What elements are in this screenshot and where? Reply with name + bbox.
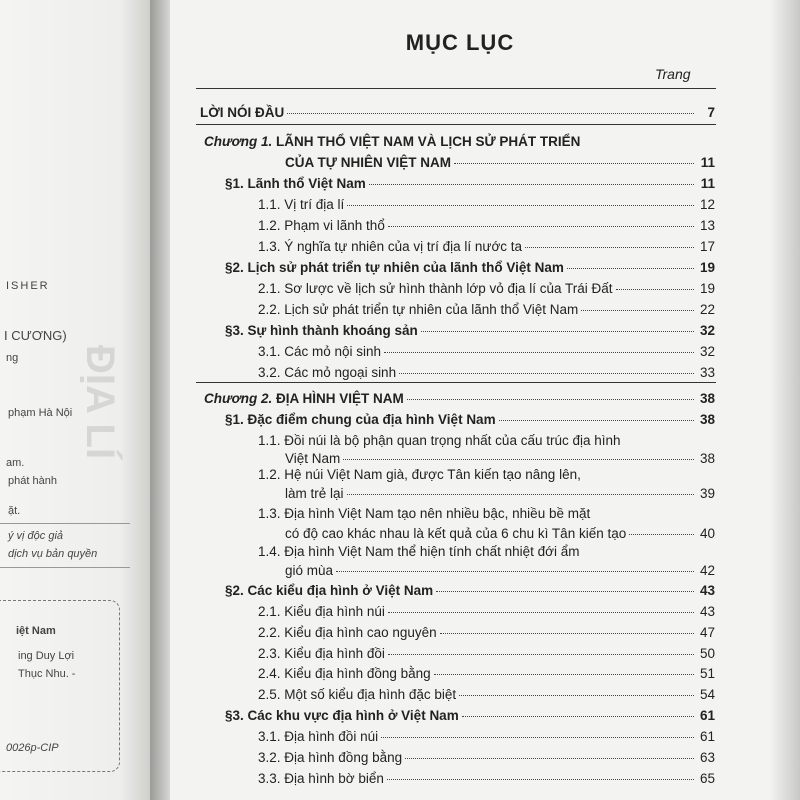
item-title: 2.4. Kiểu địa hình đồng bằng [258, 666, 431, 681]
toc-item [258, 217, 715, 234]
toc-entry-page: 7 [707, 105, 715, 120]
toc-entry-page: 42 [699, 563, 715, 578]
toc-entry-page: 54 [699, 687, 715, 702]
toc-entry-page: 11 [700, 155, 715, 170]
item-title-line2: có độ cao khác nhau là kết quả của 6 chu kì Tân kiến tạo [285, 526, 627, 541]
dot-leader [421, 331, 694, 332]
item-title: 3.1. Các mỏ nội sinh [258, 344, 382, 359]
item-title-line2: làm trẻ lại [285, 486, 344, 501]
chapter-label: Chương 2. [204, 391, 273, 406]
dot-leader [343, 459, 694, 460]
left-fragment: ng [6, 352, 19, 364]
item-title-line1: 1.2. Hệ núi Việt Nam già, được Tân kiến tạo nâng lên, [258, 467, 581, 482]
toc-title: MỤC LỤC [405, 30, 515, 55]
dot-leader [440, 633, 694, 634]
item-title-line2: Việt Nam [285, 451, 341, 466]
book-gutter [150, 0, 170, 800]
toc-item [285, 562, 715, 579]
toc-entry-page: 43 [699, 604, 715, 619]
dot-leader [436, 591, 694, 592]
left-fragment: phạm Hà Nội [8, 407, 73, 419]
item-title-line1: 1.1. Đồi núi là bộ phận quan trọng nhất của cấu trúc địa hình [258, 433, 621, 448]
dot-leader [567, 268, 694, 269]
toc-entry-page: 61 [699, 729, 715, 744]
left-page [0, 0, 150, 800]
left-fragment: I CƯƠNG) [4, 328, 67, 343]
item-title-line1: 1.4. Địa hình Việt Nam thể hiện tính chất nhiệt đới ẩm [258, 544, 580, 559]
chapter-label: Chương 1. [204, 134, 273, 149]
toc-entry-page: 13 [699, 218, 715, 233]
toc-entry-page: 38 [699, 412, 715, 427]
chapter-heading [204, 390, 715, 407]
toc-entry-page: 32 [699, 344, 715, 359]
toc-item [258, 624, 715, 641]
item-title: 2.2. Lịch sử phát triển tự nhiên của lãnh thổ Việt Nam [258, 302, 579, 317]
chapter-heading [204, 133, 580, 150]
header-rule [196, 88, 716, 89]
left-fragment: dịch vụ bản quyền [8, 548, 98, 560]
page-edge-shadow [770, 0, 800, 800]
toc-entry-page: 32 [699, 323, 715, 338]
dot-leader [629, 534, 694, 535]
toc-item [258, 238, 715, 255]
toc-entry-page: 22 [699, 302, 715, 317]
item-title: 2.1. Kiểu địa hình núi [258, 604, 385, 619]
chapter-title-line2: CỦA TỰ NHIÊN VIỆT NAM [285, 155, 451, 170]
item-title: 2.2. Kiểu địa hình cao nguyên [258, 625, 437, 640]
dot-leader [387, 779, 694, 780]
item-title: 2.5. Một số kiểu địa hình đặc biệt [258, 687, 457, 702]
toc-item [285, 450, 715, 467]
dot-leader [287, 113, 694, 114]
toc-entry-page: 63 [699, 750, 715, 765]
left-fragment: ặt. [8, 505, 21, 517]
toc-item [258, 665, 715, 682]
toc-entry-page: 38 [699, 451, 715, 466]
toc-entry-page: 61 [699, 708, 715, 723]
dot-leader [388, 654, 694, 655]
section-rule [196, 124, 716, 125]
toc-entry-page: 50 [699, 646, 715, 661]
item-title: 1.3. Ý nghĩa tự nhiên của vị trí địa lí nước ta [258, 239, 523, 254]
toc-item [258, 728, 715, 745]
dot-leader [434, 674, 694, 675]
dot-leader [388, 612, 694, 613]
toc-entry-page: 12 [699, 197, 715, 212]
toc-item [258, 770, 715, 787]
toc-entry-page: 43 [699, 583, 715, 598]
toc-item [258, 280, 715, 297]
toc-entry-page: 38 [699, 391, 715, 406]
section-title: §2. Các kiểu địa hình ở Việt Nam [225, 583, 434, 598]
section-rule [196, 382, 716, 383]
toc-section [225, 175, 715, 192]
left-fragment: iệt Nam [16, 625, 56, 637]
left-fragment: ý vị độc giả [8, 530, 64, 542]
dot-leader [405, 758, 694, 759]
dot-leader [525, 247, 694, 248]
dot-leader [462, 716, 694, 717]
left-fragment: 0026p-CIP [6, 742, 59, 754]
item-title: 2.1. Sơ lược về lịch sử hình thành lớp vỏ địa lí của Trái Đất [258, 281, 613, 296]
toc-section [225, 411, 715, 428]
chapter-title-line1: ĐỊA HÌNH VIỆT NAM [275, 391, 404, 406]
dot-leader [616, 289, 694, 290]
item-title: 1.1. Vị trí địa lí [258, 197, 345, 212]
divider-line [0, 523, 130, 524]
toc-item [258, 301, 715, 318]
dot-leader [381, 737, 694, 738]
dot-leader [581, 310, 694, 311]
toc-item [285, 525, 715, 542]
left-fragment: ing Duy Lợi [18, 650, 75, 662]
toc-item [258, 686, 715, 703]
toc-item [258, 749, 715, 766]
section-title: §1. Lãnh thổ Việt Nam [225, 176, 366, 191]
section-title: §3. Các khu vực địa hình ở Việt Nam [225, 708, 459, 723]
toc-section [225, 707, 715, 724]
left-fragment: phát hành [8, 475, 57, 487]
toc-entry-page: 39 [699, 486, 715, 501]
dot-leader [347, 205, 694, 206]
item-title: 3.1. Địa hình đồi núi [258, 729, 379, 744]
item-title: 3.2. Các mỏ ngoại sinh [258, 365, 397, 380]
toc-entry-page: 51 [699, 666, 715, 681]
dot-leader [399, 373, 694, 374]
item-title: 3.2. Địa hình đồng bằng [258, 750, 403, 765]
section-title: §3. Sự hình thành khoáng sản [225, 323, 418, 338]
toc-entry-page: 17 [699, 239, 715, 254]
toc-entry-page: 47 [699, 625, 715, 640]
toc-entry-page: 19 [699, 281, 715, 296]
chapter-heading-line2 [285, 154, 715, 171]
left-fragment: Thục Nhu. - [18, 668, 76, 680]
toc-entry-title: LỜI NÓI ĐẦU [200, 105, 285, 120]
toc-entry-preface [200, 104, 715, 121]
dot-leader [499, 420, 694, 421]
section-title: §1. Đặc điểm chung của địa hình Việt Nam [225, 412, 496, 427]
toc-section [225, 322, 715, 339]
toc-entry-page: 33 [699, 365, 715, 380]
section-title: §2. Lịch sử phát triển tự nhiên của lãnh thổ Việt Nam [225, 260, 564, 275]
dot-leader [459, 695, 694, 696]
toc-section [225, 582, 715, 599]
toc-entry-page: 19 [699, 260, 715, 275]
divider-line [0, 567, 130, 568]
toc-section [225, 259, 715, 276]
item-title-line2: gió mùa [285, 563, 334, 578]
toc-item [258, 343, 715, 360]
toc-entry-page: 40 [699, 526, 715, 541]
dot-leader [454, 163, 694, 164]
left-fragment: ISHER [6, 280, 50, 292]
toc-entry-page: 11 [700, 176, 715, 191]
item-title: 2.3. Kiểu địa hình đồi [258, 646, 385, 661]
dot-leader [369, 184, 694, 185]
toc-item [258, 364, 715, 381]
dot-leader [336, 571, 694, 572]
toc-item [258, 196, 715, 213]
left-fragment: am. [6, 457, 25, 469]
item-title: 1.2. Phạm vi lãnh thổ [258, 218, 385, 233]
chapter-title-line1: LÃNH THỔ VIỆT NAM VÀ LỊCH SỬ PHÁT TRIỂN [275, 134, 581, 149]
toc-item [258, 603, 715, 620]
page-column-header: Trang [655, 66, 691, 82]
dot-leader [407, 399, 694, 400]
dot-leader [347, 494, 694, 495]
toc-item [258, 645, 715, 662]
toc-entry-page: 65 [699, 771, 715, 786]
toc-page [170, 0, 800, 800]
item-title-line1: 1.3. Địa hình Việt Nam tạo nên nhiều bậc, nhiều bề mặt [258, 506, 591, 521]
toc-item [285, 485, 715, 502]
spine-title-ghost: ĐỊA LÍ [78, 345, 122, 460]
dot-leader [384, 352, 694, 353]
dot-leader [388, 226, 694, 227]
item-title: 3.3. Địa hình bờ biển [258, 771, 384, 786]
